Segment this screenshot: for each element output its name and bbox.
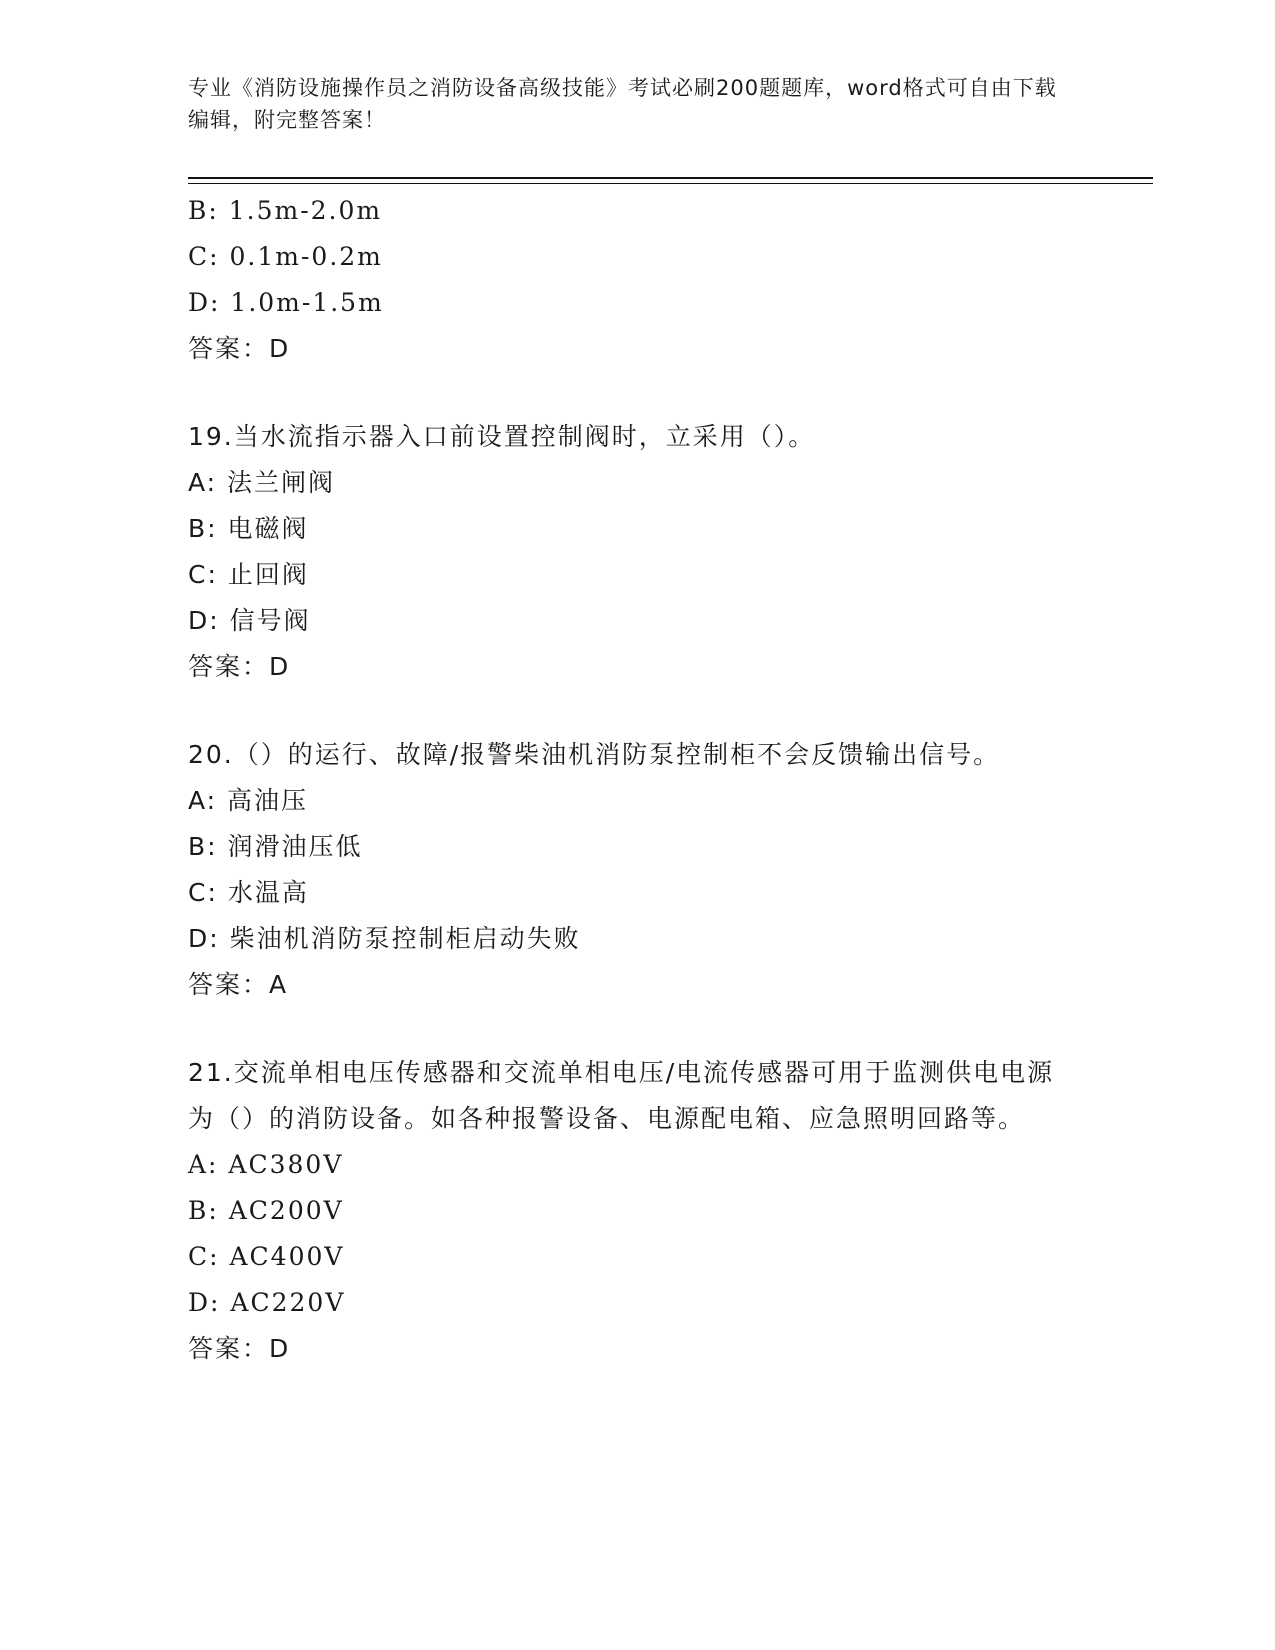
option-d: D: AC220V xyxy=(188,1288,346,1317)
option-c: C: AC400V xyxy=(188,1242,345,1271)
question-stem: 21.交流单相电压传感器和交流单相电压/电流传感器可用于监测供电电源为（）的消防设备。如各种报警设备、电源配电箱、应急照明回路等。 xyxy=(188,1058,1055,1133)
option-b: B: 1.5m-2.0m xyxy=(188,196,383,225)
option-b: B: 润滑油压低 xyxy=(188,832,363,861)
option-c: C: 止回阀 xyxy=(188,560,309,589)
option-d: D: 柴油机消防泵控制柜启动失败 xyxy=(188,924,581,953)
option-c: C: 0.1m-0.2m xyxy=(188,242,383,271)
option-d: D: 1.0m-1.5m xyxy=(188,288,384,317)
question-spacer xyxy=(188,372,1068,414)
question-spacer xyxy=(188,690,1068,732)
question-list xyxy=(188,188,1068,1372)
option-a: A: 法兰闸阀 xyxy=(188,468,336,497)
answer-line: 答案：A xyxy=(188,970,289,999)
answer-line: 答案：D xyxy=(188,334,291,363)
option-a: A: AC380V xyxy=(188,1150,344,1179)
question-20 xyxy=(188,732,1068,1008)
question-18-partial xyxy=(188,188,1068,372)
answer-line: 答案：D xyxy=(188,1334,291,1363)
document-header: 专业《消防设施操作员之消防设备高级技能》考试必刷200题题库，word格式可自由下载编辑，附完整答案！ xyxy=(188,76,1057,132)
option-c: C: 水温高 xyxy=(188,878,309,907)
option-b: B: 电磁阀 xyxy=(188,514,309,543)
option-d: D: 信号阀 xyxy=(188,606,311,635)
question-21 xyxy=(188,1050,1068,1372)
question-spacer xyxy=(188,1008,1068,1050)
option-a: A: 高油压 xyxy=(188,786,309,815)
answer-line: 答案：D xyxy=(188,652,291,681)
option-b: B: AC200V xyxy=(188,1196,344,1225)
question-19 xyxy=(188,414,1068,690)
header-divider-thick xyxy=(188,177,1153,179)
header-divider-thin xyxy=(188,183,1153,184)
question-stem: 20.（）的运行、故障/报警柴油机消防泵控制柜不会反馈输出信号。 xyxy=(188,740,1001,769)
question-stem: 19.当水流指示器入口前设置控制阀时，立采用（）。 xyxy=(188,422,816,451)
